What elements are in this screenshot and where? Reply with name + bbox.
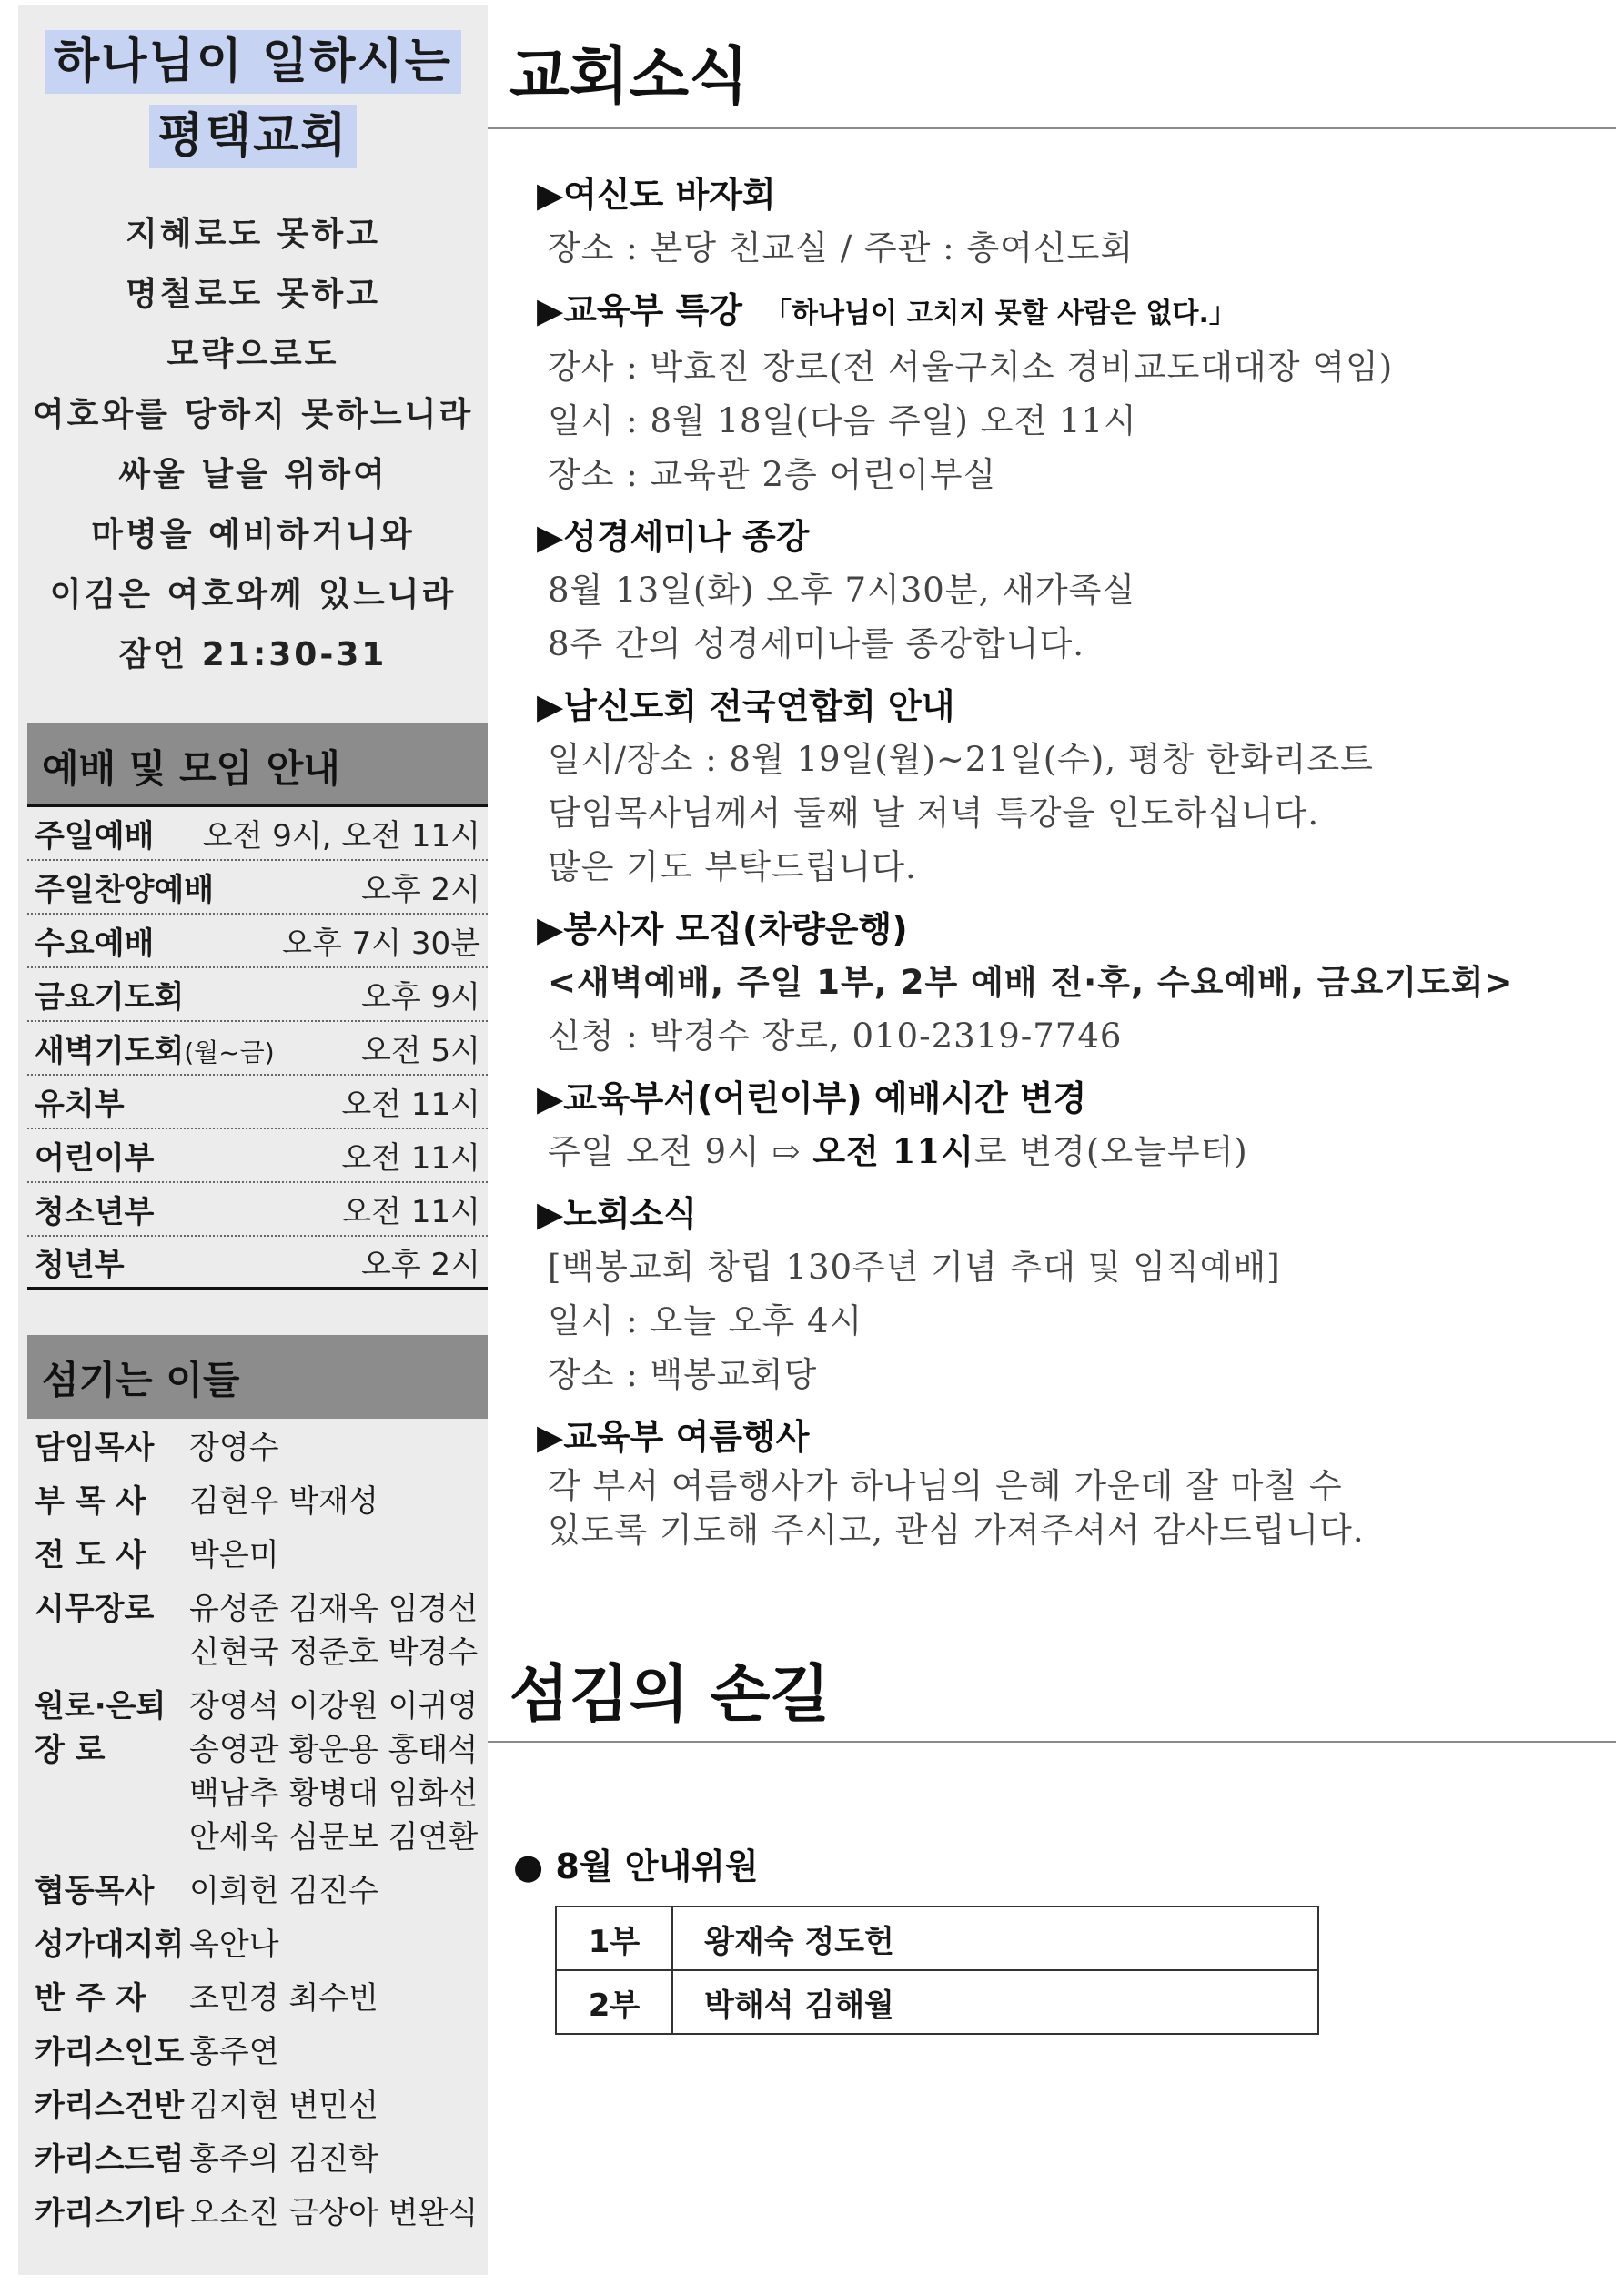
staff-names — [189, 1587, 480, 1674]
service-row — [27, 915, 488, 968]
staff-name-line: 신현국 정준호 박경수 — [189, 1634, 479, 1671]
news-item-note: 「하나님이 고치지 못할 사람은 없다.」 — [764, 298, 1236, 329]
staff-role: 카리스드럼 — [35, 2141, 185, 2178]
guide-row — [556, 1907, 1318, 1970]
service-row — [27, 1076, 488, 1129]
news-item-line: 8월 13일(화) 오후 7시30분, 새가족실 — [548, 571, 1136, 610]
staff-role: 반 주 자 — [35, 1980, 146, 2017]
staff-name-line: 장영수 — [189, 1430, 279, 1466]
news-item-heading — [537, 1188, 1583, 1240]
staff-row — [35, 1684, 480, 1859]
service-name: 주일예배 — [35, 818, 155, 855]
service-hands-title: 섬김의 손길 — [509, 1659, 831, 1731]
verse-line: 지혜로도 못하고 — [126, 216, 380, 253]
staff-role: 카리스기타 — [35, 2195, 185, 2231]
news-item-title: ▶성경세미나 종강 — [537, 517, 810, 557]
verse-line: 여호와를 당하지 못하느니라 — [32, 396, 474, 433]
staff-row — [35, 1869, 480, 1913]
service-time: 오후 9시 — [361, 979, 480, 1016]
news-item-line: 있도록 기도해 주시고, 관심 가져주셔서 감사드립니다. — [548, 1511, 1365, 1550]
change-before: 주일 오전 9시 ⇨ — [548, 1132, 813, 1171]
guide-names: 왕재숙 정도헌 — [672, 1907, 1318, 1970]
news-item-title: ▶교육부 특강 — [537, 290, 742, 330]
service-time: 오전 5시 — [361, 1033, 480, 1069]
service-time: 오전 9시, 오전 11시 — [202, 818, 480, 855]
change-new-time: 오전 11시 — [812, 1131, 974, 1171]
guide-heading: ● 8월 안내위원 — [513, 1846, 759, 1886]
staff-role: 시무장로 — [35, 1591, 155, 1627]
staff-role: 원로·은퇴 장 로 — [35, 1688, 166, 1768]
staff-name-line: 안세욱 심문보 김연환 — [189, 1819, 479, 1856]
service-time: 오후 7시 30분 — [282, 925, 480, 962]
church-slogan: 하나님이 일하시는 — [45, 30, 461, 94]
guide-row — [556, 1970, 1318, 2034]
news-item-line: 8주 간의 성경세미나를 종강합니다. — [548, 624, 1084, 663]
staff-list — [27, 1419, 488, 2235]
service-row — [27, 1129, 488, 1183]
news-item-line — [537, 1125, 1583, 1178]
staff-heading: 섬기는 이들 — [27, 1335, 488, 1419]
news-item — [537, 168, 1583, 275]
service-name: 청소년부 — [35, 1194, 155, 1230]
church-name: 평택교회 — [149, 105, 358, 168]
staff-names — [189, 1426, 480, 1470]
news-item — [537, 903, 1583, 1063]
news-item-heading — [537, 903, 1583, 956]
staff-names — [189, 2191, 480, 2235]
news-item-line: 장소 : 본당 친교실 / 주관 : 총여신도회 — [548, 228, 1135, 268]
verse-reference: 잠언 21:30-31 — [118, 636, 388, 673]
service-name: 청년부 — [35, 1247, 125, 1283]
staff-name-line: 홍주의 김진학 — [189, 2141, 378, 2178]
news-item-line: 강사 : 박효진 장로(전 서울구치소 경비교도대대장 역임) — [548, 348, 1394, 387]
news-item-line: 일시 : 오늘 오후 4시 — [548, 1301, 863, 1340]
staff-names — [189, 2138, 480, 2181]
staff-names — [189, 1923, 480, 1967]
staff-directory — [27, 1335, 488, 2245]
service-name: 금요기도회 — [35, 979, 185, 1016]
staff-name-line: 김현우 박재성 — [189, 1483, 378, 1520]
news-item-line: 일시 : 8월 18일(다음 주일) 오전 11시 — [548, 401, 1137, 440]
news-item — [537, 1072, 1583, 1178]
news-item-line: 담임목사님께서 둘째 날 저녁 특강을 인도하십니다. — [548, 794, 1320, 833]
news-item-heading — [537, 1072, 1583, 1125]
staff-row — [35, 2084, 480, 2128]
news-item-line: 신청 : 박경수 장로, 010-2319-7746 — [548, 1017, 1123, 1056]
news-item-title: ▶교육부 여름행사 — [537, 1417, 810, 1457]
staff-names — [189, 1869, 480, 1913]
guide-part: 1부 — [556, 1907, 672, 1970]
news-item-heading — [537, 1411, 1583, 1463]
news-item-line: 장소 : 교육관 2층 어린이부실 — [548, 455, 997, 494]
news-item-heading — [537, 168, 1583, 221]
staff-row — [35, 2138, 480, 2181]
service-time: 오후 2시 — [361, 872, 480, 908]
guide-table — [555, 1906, 1319, 2035]
staff-name-line: 홍주연 — [189, 2034, 279, 2070]
service-schedule-heading: 예배 및 모임 안내 — [27, 723, 488, 807]
news-title-divider — [488, 127, 1616, 129]
service-row — [27, 807, 488, 861]
staff-role: 협동목사 — [35, 1873, 155, 1909]
news-title: 교회소식 — [509, 41, 749, 113]
staff-names — [189, 1480, 480, 1523]
staff-name-line: 김지현 변민선 — [189, 2088, 378, 2124]
staff-name-line: 유성준 김재옥 임경선 — [189, 1591, 479, 1627]
staff-name-line: 옥안나 — [189, 1927, 279, 1963]
news-item — [537, 1188, 1583, 1401]
staff-names — [189, 1684, 480, 1859]
service-row — [27, 861, 488, 915]
staff-row — [35, 1533, 480, 1577]
service-name: 새벽기도회(월~금) — [35, 1033, 275, 1069]
service-name: 수요예배 — [35, 925, 155, 962]
staff-role: 카리스인도 — [35, 2034, 185, 2070]
news-item — [537, 680, 1583, 894]
news-item-title: ▶봉사자 모집(차량운행) — [537, 909, 908, 949]
service-schedule — [27, 723, 488, 1290]
staff-name-line: 백남추 황병대 임화선 — [189, 1775, 479, 1812]
service-time: 오후 2시 — [361, 1247, 480, 1283]
main-content — [488, 0, 1624, 2296]
staff-name-line: 송영관 황운용 홍태석 — [189, 1732, 479, 1768]
news-item-title: ▶교육부서(어린이부) 예배시간 변경 — [537, 1078, 1087, 1118]
news-item-title: ▶남신도회 전국연합회 안내 — [537, 686, 955, 726]
guide-names: 박해석 김해월 — [672, 1970, 1318, 2034]
change-after: 로 변경(오늘부터) — [973, 1132, 1248, 1171]
news-item-heading — [537, 284, 1583, 340]
news-item-heading — [537, 511, 1583, 563]
news-item-line: 일시/장소 : 8월 19일(월)~21일(수), 평창 한화리조트 — [548, 740, 1374, 779]
news-item — [537, 511, 1583, 671]
service-time: 오전 11시 — [341, 1140, 480, 1177]
staff-name-line: 조민경 최수빈 — [189, 1980, 378, 2017]
staff-row — [35, 2030, 480, 2074]
staff-name-line: 이희헌 김진수 — [189, 1873, 378, 1909]
news-item — [537, 1411, 1583, 1553]
verse-line: 모략으로도 — [166, 336, 339, 373]
staff-row — [35, 1923, 480, 1967]
news-item-bold-line: <새벽예배, 주일 1부, 2부 예배 전·후, 수요예배, 금요기도회> — [548, 963, 1514, 1002]
service-hands-divider — [488, 1741, 1616, 1743]
staff-names — [189, 1533, 480, 1577]
staff-name-line: 오소진 금상아 변완식 — [189, 2195, 479, 2231]
staff-row — [35, 1426, 480, 1470]
staff-role: 부 목 사 — [35, 1483, 146, 1520]
service-name: 어린이부 — [35, 1140, 155, 1177]
verse-line: 이김은 여호와께 있느니라 — [49, 576, 457, 613]
staff-role: 담임목사 — [35, 1430, 155, 1466]
staff-row — [35, 1480, 480, 1523]
news-item-line: 많은 기도 부탁드립니다. — [548, 847, 917, 886]
staff-names — [189, 1977, 480, 2020]
service-row — [27, 1022, 488, 1076]
news-item-line: 각 부서 여름행사가 하나님의 은혜 가운데 잘 마칠 수 — [548, 1466, 1343, 1505]
service-row — [27, 1237, 488, 1290]
staff-row — [35, 1977, 480, 2020]
verse-line: 마병을 예비하거니와 — [91, 516, 415, 553]
staff-name-line: 박은미 — [189, 1537, 279, 1573]
verse-line: 명철로도 못하고 — [126, 276, 380, 313]
left-sidebar — [18, 5, 488, 2275]
news-item-line: [백봉교회 창립 130주년 기념 추대 및 임직예배] — [548, 1248, 1281, 1287]
staff-names — [189, 2030, 480, 2074]
guide-part: 2부 — [556, 1970, 672, 2034]
service-time: 오전 11시 — [341, 1087, 480, 1123]
staff-row — [35, 2191, 480, 2235]
news-item — [537, 284, 1583, 501]
staff-names — [189, 2084, 480, 2128]
church-name-block — [18, 5, 488, 168]
news-item-title: ▶노회소식 — [537, 1194, 698, 1234]
news-item-title: ▶여신도 바자회 — [537, 175, 776, 215]
news-item-heading — [537, 680, 1583, 733]
service-time: 오전 11시 — [341, 1194, 480, 1230]
service-name: 유치부 — [35, 1087, 125, 1123]
staff-role: 카리스건반 — [35, 2088, 185, 2124]
staff-role: 전 도 사 — [35, 1537, 146, 1573]
service-row — [27, 1183, 488, 1237]
news-item-line: 장소 : 백봉교회당 — [548, 1355, 818, 1394]
news-list — [537, 168, 1583, 1562]
staff-role: 성가대지휘 — [35, 1927, 185, 1963]
staff-name-line: 장영석 이강원 이귀영 — [189, 1688, 479, 1725]
service-row — [27, 968, 488, 1022]
service-name: 주일찬양예배 — [35, 872, 215, 908]
scripture-verse — [18, 205, 488, 685]
staff-row — [35, 1587, 480, 1674]
verse-line: 싸울 날을 위하여 — [118, 456, 388, 493]
